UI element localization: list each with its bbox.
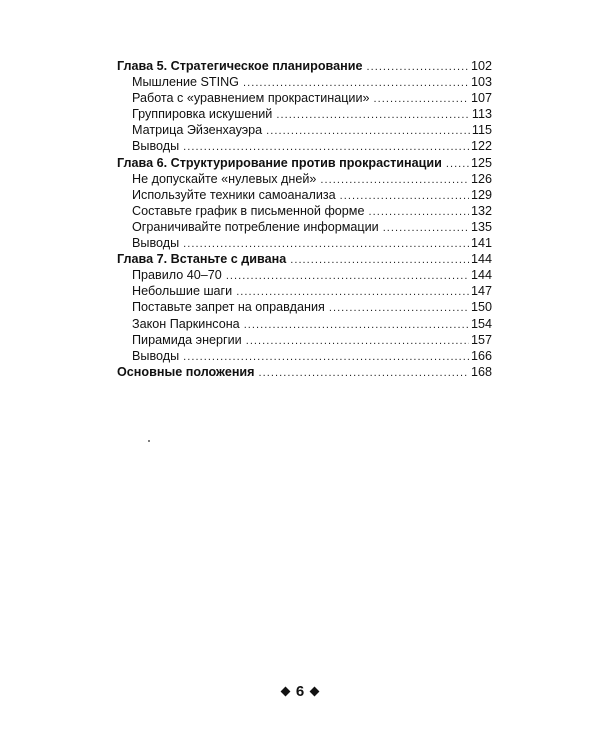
toc-entry-page-number: 115 [471,123,492,138]
toc-entry-page-number: 102 [470,59,492,73]
toc-entry-title: Используйте техники самоанализа [132,187,336,202]
toc-section-entry [117,138,492,154]
toc-entry-title: Выводы [132,236,180,251]
toc-entry-title: Выводы [132,348,180,363]
toc-entry-page-number: 129 [470,187,492,202]
toc-entry-page-number: 168 [470,364,492,379]
toc-entry-page-number: 132 [470,203,492,218]
toc-summary-entry [117,364,492,380]
dot-leader [329,300,469,316]
dot-leader [320,172,469,188]
toc-entry-title: Выводы [132,139,180,154]
toc-entry-title: Группировка искушений [132,107,273,122]
dot-leader [366,59,469,75]
toc-entry-title: Основные положения [117,364,255,379]
toc-entry-title: Матрица Эйзенхауэра [132,123,263,138]
toc-entry-title: Пирамида энергии [132,332,242,347]
diamond-icon [280,687,290,697]
diamond-icon [310,687,320,697]
toc-section-entry [117,187,492,203]
toc-entry-page-number: 126 [470,171,492,186]
dot-leader [290,252,469,268]
dot-leader [266,123,470,139]
toc-section-entry [117,122,492,138]
toc-entry-page-number: 157 [470,332,492,347]
toc-section-entry [117,90,492,106]
toc-section-entry [117,316,492,332]
toc-entry-title: Правило 40–70 [132,268,222,283]
toc-entry-page-number: 107 [470,91,492,106]
toc-entry-title: Небольшие шаги [132,284,233,299]
toc-chapter-entry [117,58,492,74]
dot-leader [183,236,469,252]
toc-entry-title: Закон Паркинсона [132,316,240,331]
print-speck [148,440,150,442]
dot-leader [446,156,469,172]
page-footer [0,683,600,700]
toc-section-entry [117,171,492,187]
toc-entry-title: Составьте график в письменной форме [132,203,365,218]
dot-leader [340,188,469,204]
page-number: 6 [295,683,305,700]
dot-leader [183,139,469,155]
dot-leader [368,204,469,220]
toc-section-entry [117,267,492,283]
toc-chapter-entry [117,155,492,171]
toc-section-entry [117,348,492,364]
toc-section-entry [117,219,492,235]
toc-entry-page-number: 113 [471,107,492,122]
toc-entry-title: Глава 7. Встаньте с дивана [117,252,287,267]
toc-section-entry [117,106,492,122]
dot-leader [244,317,469,333]
toc-entry-page-number: 150 [470,300,492,315]
toc-entry-title: Глава 6. Структурирование против прокрастинации [117,155,442,170]
toc-section-entry [117,235,492,251]
dot-leader [246,333,469,349]
toc-section-entry [117,283,492,299]
toc-entry-title: Работа с «уравнением прокрастинации» [132,91,370,106]
toc-section-entry [117,203,492,219]
dot-leader [276,107,470,123]
toc-entry-page-number: 147 [470,284,492,299]
dot-leader [183,349,469,365]
toc-entry-page-number: 154 [470,316,492,331]
toc-entry-page-number: 103 [470,75,492,90]
toc-entry-page-number: 122 [470,139,492,154]
dot-leader [226,268,469,284]
toc-entry-page-number: 141 [470,236,492,251]
toc-entry-title: Мышление STING [132,75,239,90]
toc-entry-title: Глава 5. Стратегическое планирование [117,59,363,73]
toc-entry-title: Не допускайте «нулевых дней» [132,171,317,186]
toc-entry-title: Поставьте запрет на оправдания [132,300,325,315]
toc-entry-page-number: 144 [470,268,492,283]
table-of-contents [117,58,492,380]
toc-section-entry [117,299,492,315]
dot-leader [236,284,469,300]
dot-leader [374,91,469,107]
toc-entry-page-number: 125 [470,155,492,170]
toc-entry-page-number: 135 [470,219,492,234]
dot-leader [383,220,469,236]
toc-section-entry [117,332,492,348]
toc-section-entry [117,74,492,90]
toc-entry-title: Ограничивайте потребление информации [132,219,379,234]
toc-entry-page-number: 144 [470,252,492,267]
dot-leader [243,75,469,91]
toc-entry-page-number: 166 [470,348,492,363]
dot-leader [259,365,469,381]
toc-chapter-entry [117,251,492,267]
